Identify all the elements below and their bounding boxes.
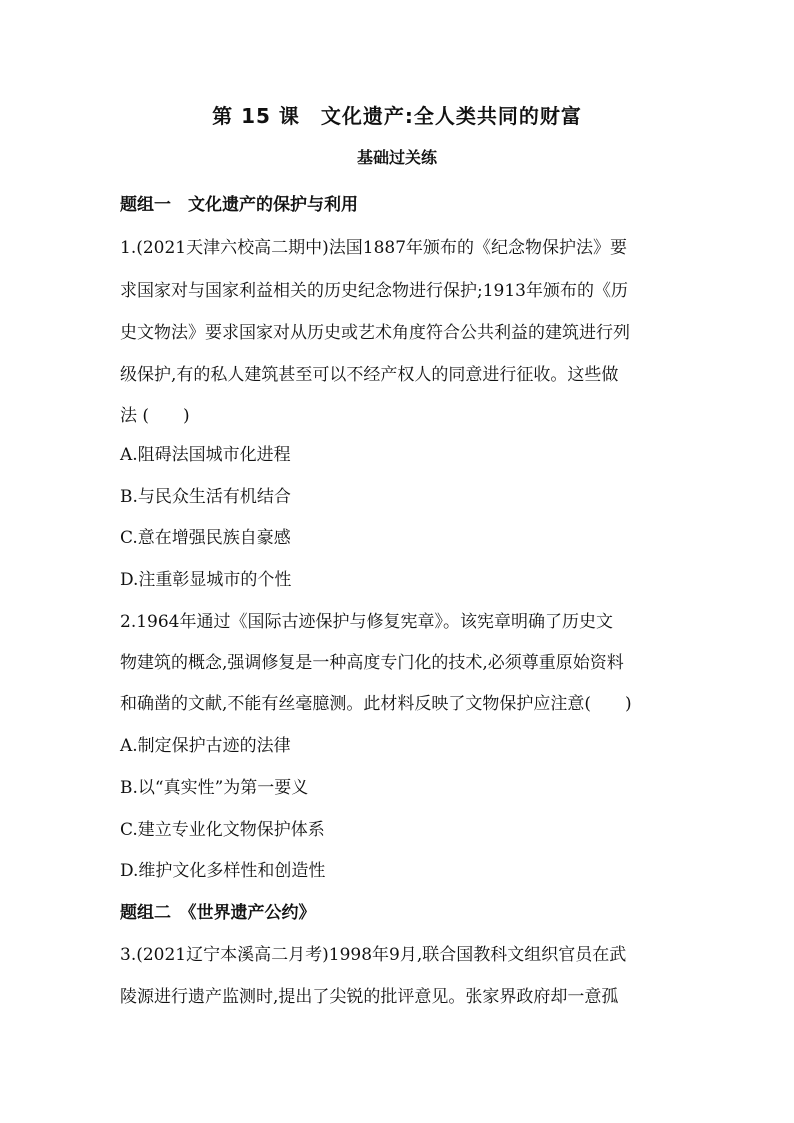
answer-option: D.注重彰显城市的个性 bbox=[120, 570, 292, 590]
question-line: 级保护,有的私人建筑甚至可以不经产权人的同意进行征收。这些做 bbox=[120, 365, 619, 385]
question-line: 陵源进行遗产监测时,提出了尖锐的批评意见。张家界政府却一意孤 bbox=[120, 987, 619, 1007]
answer-option: D.维护文化多样性和创造性 bbox=[120, 861, 326, 881]
answer-option: A.阻碍法国城市化进程 bbox=[120, 445, 291, 465]
question-line: 3.(2021辽宁本溪高二月考)1998年9月,联合国教科文组织官员在武 bbox=[120, 945, 627, 965]
group-heading: 题组一 文化遗产的保护与利用 bbox=[120, 195, 358, 215]
answer-option: C.意在增强民族自豪感 bbox=[120, 528, 291, 548]
page-subtitle: 基础过关练 bbox=[356, 148, 437, 167]
page-title: 第 15 课 文化遗产:全人类共同的财富 bbox=[212, 104, 582, 128]
group-heading: 题组二 《世界遗产公约》 bbox=[120, 903, 316, 923]
question-line: 求国家对与国家利益相关的历史纪念物进行保护;1913年颁布的《历 bbox=[120, 281, 628, 301]
answer-option: C.建立专业化文物保护体系 bbox=[120, 820, 325, 840]
question-line: 2.1964年通过《国际古迹保护与修复宪章》。该宪章明确了历史文 bbox=[120, 612, 613, 632]
question-line: 史文物法》要求国家对从历史或艺术角度符合公共利益的建筑进行列 bbox=[120, 323, 630, 343]
question-line: 法 ( ) bbox=[120, 406, 190, 426]
question-line: 物建筑的概念,强调修复是一种高度专门化的技术,必须尊重原始资料 bbox=[120, 653, 624, 673]
answer-option: B.以“真实性”为第一要义 bbox=[120, 778, 309, 798]
question-line: 1.(2021天津六校高二期中)法国1887年颁布的《纪念物保护法》要 bbox=[120, 238, 628, 258]
question-line: 和确凿的文献,不能有丝毫臆测。此材料反映了文物保护应注意( ) bbox=[120, 694, 632, 714]
answer-option: B.与民众生活有机结合 bbox=[120, 487, 291, 507]
answer-option: A.制定保护古迹的法律 bbox=[120, 736, 291, 756]
